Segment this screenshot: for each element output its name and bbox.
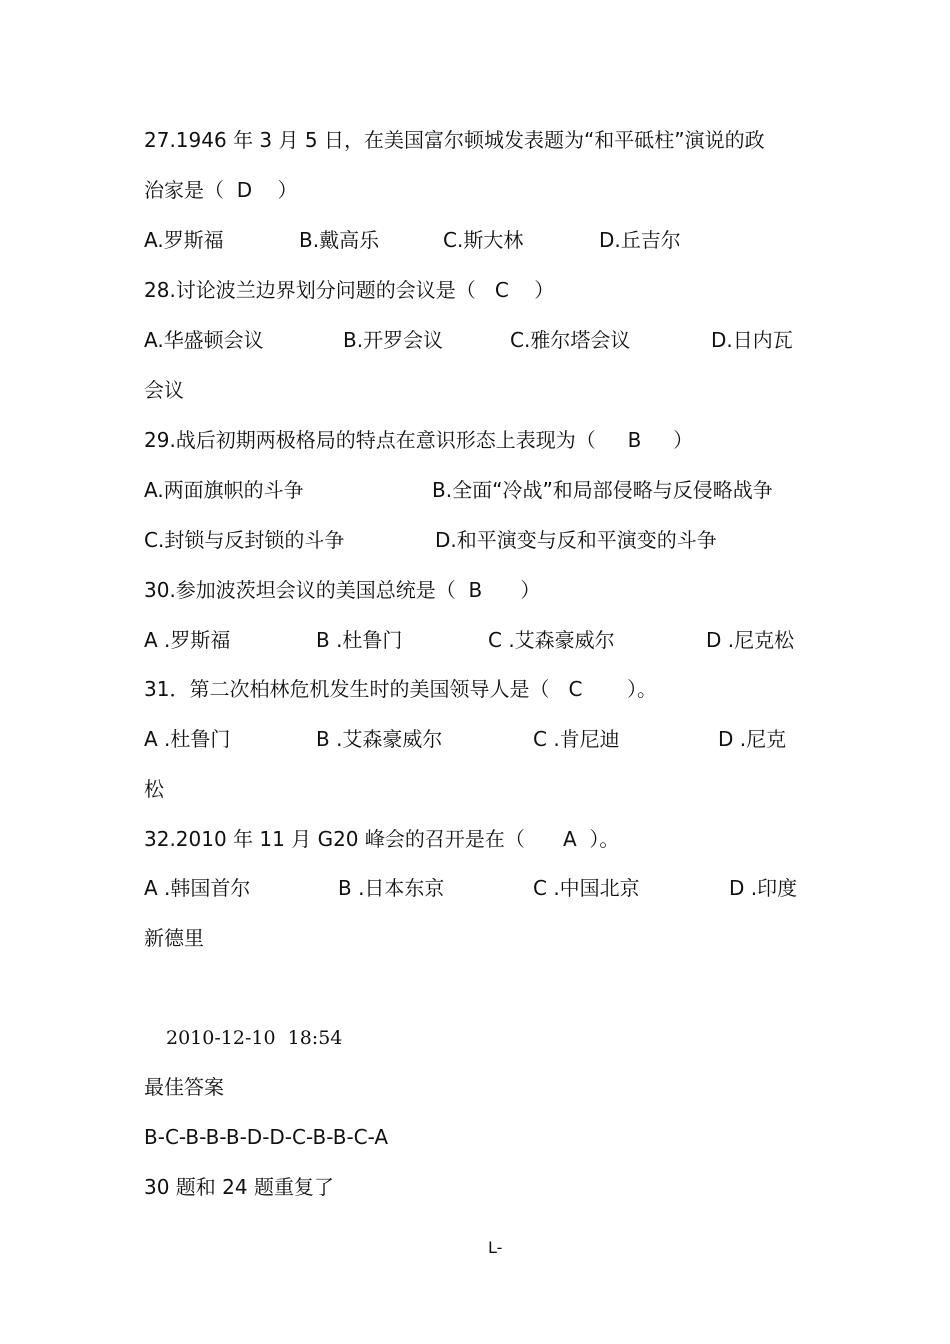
- q29-option-d: D.和平演变与反和平演变的斗争: [435, 528, 717, 552]
- q28-option-b: B.开罗会议: [343, 328, 444, 352]
- q30-stem: 30.参加波茨坦会议的美国总统是（ B ）: [144, 578, 541, 602]
- q32-stem: 32.2010 年 11 月 G20 峰会的召开是在（ A ）。: [144, 827, 620, 851]
- q28-option-d: D.日内瓦: [711, 328, 793, 352]
- q27-option-b: B.戴高乐: [299, 228, 380, 252]
- q28-option-d-continuation: 会议: [144, 378, 184, 402]
- q32-option-d: D .印度: [729, 876, 798, 900]
- q32-option-d-continuation: 新德里: [144, 926, 204, 950]
- q31-option-b: B .艾森豪威尔: [316, 727, 443, 751]
- q30-option-d: D .尼克松: [706, 628, 795, 652]
- q28-option-a: A.华盛顿会议: [144, 328, 264, 352]
- q31-stem: 31．第二次柏林危机发生时的美国领导人是（ C ）。: [144, 677, 657, 701]
- q32-option-c: C .中国北京: [533, 876, 640, 900]
- q27-option-c: C.斯大林: [443, 228, 524, 252]
- q30-option-c: C .艾森豪威尔: [488, 628, 615, 652]
- q30-option-a: A .罗斯福: [144, 628, 231, 652]
- q28-stem: 28.讨论波兰边界划分问题的会议是（ C ）: [144, 278, 555, 302]
- q31-option-d: D .尼克: [718, 727, 787, 751]
- answer-sequence: B-C-B-B-B-D-D-C-B-B-C-A: [144, 1125, 389, 1149]
- q29-option-b: B.全面“冷战”和局部侵略与反侵略战争: [432, 478, 773, 502]
- q29-stem: 29.战后初期两极格局的特点在意识形态上表现为（ B ）: [144, 428, 694, 452]
- q27-stem-line2: 治家是（ D ）: [144, 178, 298, 202]
- q27-option-d: D.丘吉尔: [599, 228, 681, 252]
- q29-option-a: A.两面旗帜的斗争: [144, 478, 304, 502]
- q27-option-a: A.罗斯福: [144, 228, 224, 252]
- q29-option-c: C.封锁与反封锁的斗争: [144, 528, 345, 552]
- q31-option-c: C .肯尼迪: [533, 727, 620, 751]
- q31-option-a: A .杜鲁门: [144, 727, 231, 751]
- page-footer-mark: L-: [488, 1238, 503, 1257]
- q28-option-c: C.雅尔塔会议: [510, 328, 631, 352]
- best-answer-label: 最佳答案: [144, 1075, 224, 1099]
- q32-option-b: B .日本东京: [338, 876, 445, 900]
- q32-option-a: A .韩国首尔: [144, 876, 251, 900]
- answer-note: 30 题和 24 题重复了: [144, 1175, 334, 1199]
- q30-option-b: B .杜鲁门: [316, 628, 403, 652]
- answer-timestamp: 2010-12-10 18:54: [166, 1027, 343, 1049]
- q31-option-d-continuation: 松: [144, 777, 164, 801]
- q27-stem-line1: 27.1946 年 3 月 5 日，在美国富尔顿城发表题为“和平砥柱”演说的政: [144, 128, 765, 152]
